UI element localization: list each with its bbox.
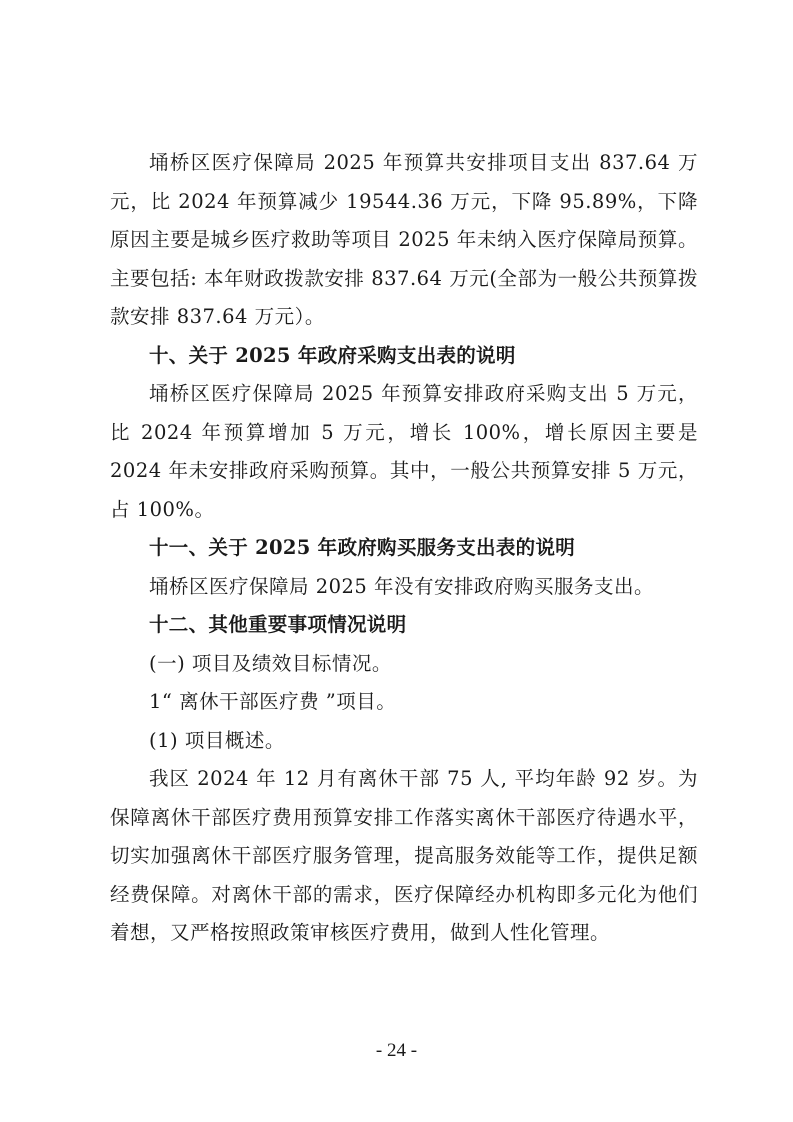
section-heading-10: 十、关于 2025 年政府采购支出表的说明	[149, 343, 516, 367]
paragraph-project-overview: (1) 项目概述。	[149, 728, 285, 752]
paragraph-project-title: 1“ 离休干部医疗费 ”项目。	[149, 690, 397, 713]
section-heading-11: 十一、关于 2025 年政府购买服务支出表的说明	[149, 536, 576, 559]
section-heading-12: 十二、其他重要事项情况说明	[149, 613, 407, 636]
page-number: - 24 -	[375, 1040, 418, 1061]
paragraph-purchase-services: 埇桥区医疗保障局 2025 年没有安排政府购买服务支出。	[149, 574, 655, 598]
paragraph-retired-cadres: 我区 2024 年 12 月有离休干部 75 人, 平均年龄 92 岁。为保障离休干部医疗费用预算安排工作落实离休干部医疗待遇水平，切实加强离休干部医疗服务管理，提高服务效能等工作，提供足额经费保障。对离休干部的需求，医疗保障经办机构即多元化为他们着想，又严格按照政策审核医疗费用，做到人性化管理。	[110, 767, 698, 944]
paragraph-project-goals: (一) 项目及绩效目标情况。	[149, 651, 392, 675]
document-body	[110, 144, 698, 953]
paragraph-government-procurement: 埇桥区医疗保障局 2025 年预算安排政府采购支出 5 万元，比 2024 年预算增加 5 万元，增长 100%，增长原因主要是 2024 年未安排政府采购预算。其中，一般公共预算安排 5 万元，占 100%。	[110, 382, 698, 521]
paragraph-project-expenditure: 埇桥区医疗保障局 2025 年预算共安排项目支出 837.64 万元，比 2024 年预算减少 19544.36 万元，下降 95.89%，下降原因主要是城乡医疗救助等项目 2025 年未纳入医疗保障局预算。主要包括: 本年财政拨款安排 837.64 万元(全部为一般公共预算拨款安排 837.64 万元）。	[110, 151, 698, 328]
